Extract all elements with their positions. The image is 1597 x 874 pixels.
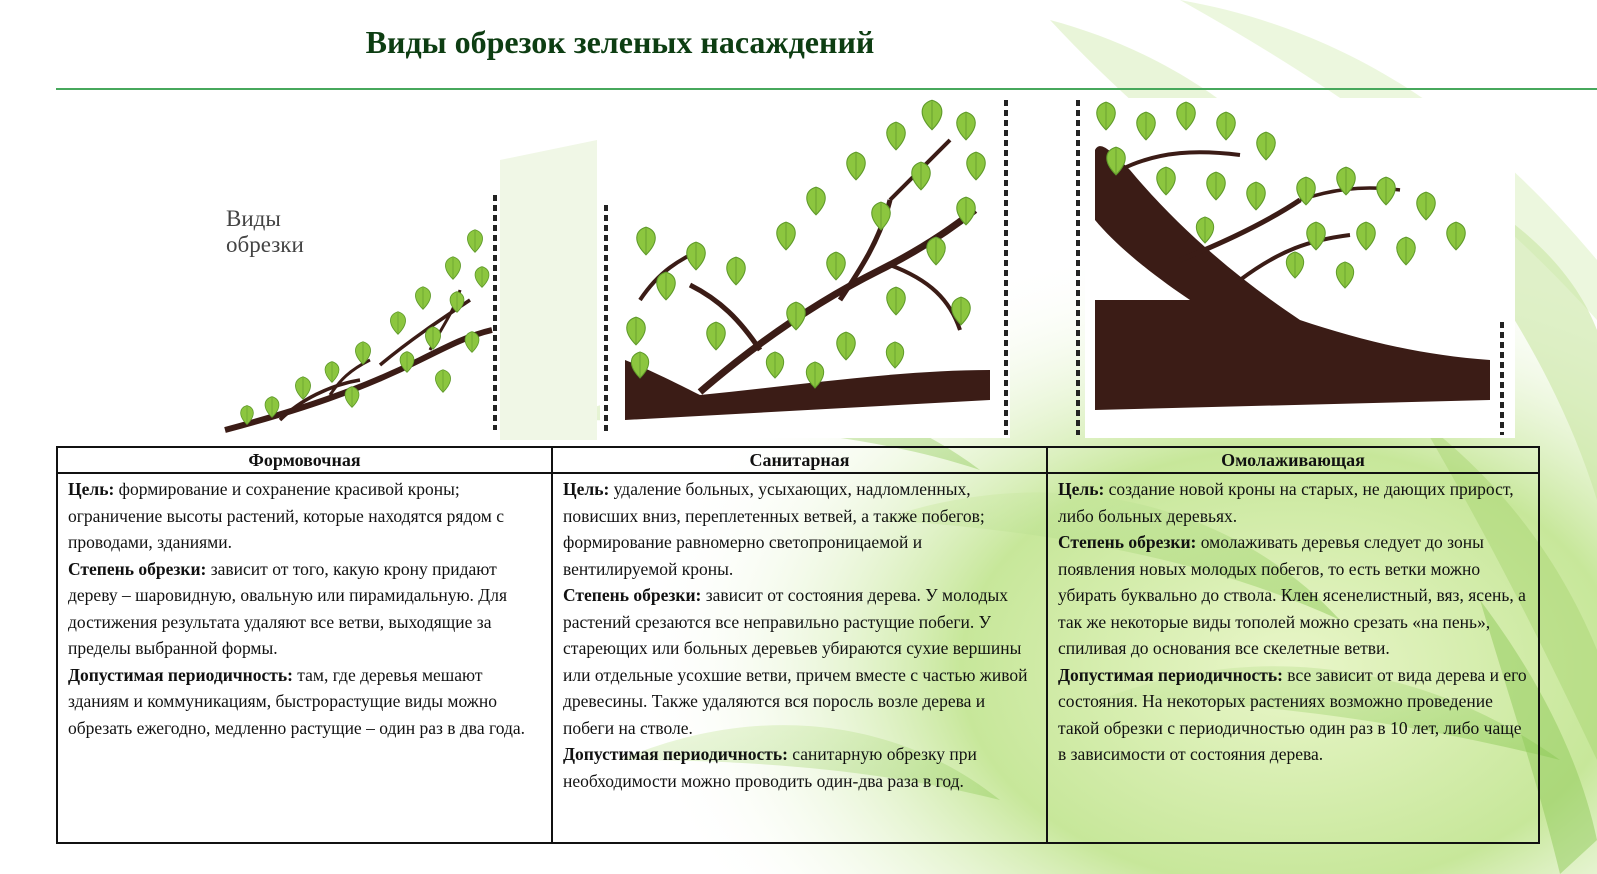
periodicity-label: Допустимая периодичность: (563, 744, 788, 764)
goal-text: формирование и сохранение красивой кроны; ограничение высоты растений, которые находятся рядом с проводами, зданиями. (68, 479, 505, 552)
formative-degree (68, 556, 543, 662)
cell-formative (57, 473, 552, 843)
degree-text: омолаживать деревья следует до зоны появления новых молодых побегов, то есть ветки можно убирать буквально до ствола. Клен ясенелистный, вяз, ясень, а так же некоторые виды тополей можно срезать «на пень», спиливая до основания все скелетные ветви. (1058, 532, 1526, 658)
periodicity-label: Допустимая периодичность: (1058, 664, 1283, 685)
periodicity-text: все зависит от вида дерева и его состояния. На некоторых растениях возможно проведение такой обрезки с периодичностью один раз в 10 лет, либо чаще в зависимости от состояния дерева. (1058, 664, 1527, 764)
rejuvenating-periodicity (1058, 662, 1530, 768)
rejuvenating-pruning-tree-image (1078, 98, 1515, 438)
periodicity-text: там, где деревья мешают зданиям и коммуникациям, быстрорастущие виды можно обрезать ежегодно, медленно растущие – один раз в два года. (68, 664, 526, 738)
table-body-row (57, 473, 1539, 843)
goal-text: создание новой кроны на старых, не дающих прирост, либо больных деревьях. (1058, 479, 1514, 526)
formative-periodicity (68, 662, 543, 742)
formative-pruning-tree-image (225, 140, 597, 440)
degree-text: зависит от того, какую крону придают дереву – шаровидную, овальную или пирамидальную. Для достижения результата удаляют все ветви, выходящие за пределы выбранной формы. (68, 558, 508, 658)
header-sanitary: Санитарная (552, 447, 1047, 473)
degree-label: Степень обрезки: (563, 585, 702, 605)
degree-label: Степень обрезки: (68, 558, 207, 579)
header-formative: Формовочная (57, 447, 552, 473)
rejuvenating-goal (1058, 476, 1530, 529)
header-rejuvenating: Омолаживающая (1047, 447, 1539, 473)
goal-label: Цель: (1058, 479, 1105, 499)
cell-sanitary (552, 473, 1047, 843)
periodicity-text: санитарную обрезку при необходимости можно проводить один-два раза в год. (563, 744, 977, 791)
goal-label: Цель: (68, 479, 115, 499)
pruning-types-table (56, 446, 1540, 844)
sanitary-periodicity (563, 741, 1038, 794)
table-header-row (57, 447, 1539, 473)
sanitary-goal (563, 476, 1038, 582)
page-title: Виды обрезок зеленых насаждений (365, 24, 875, 60)
goal-label: Цель: (563, 479, 610, 499)
sanitary-degree (563, 582, 1038, 741)
cell-rejuvenating (1047, 473, 1539, 843)
periodicity-label: Допустимая периодичность: (68, 664, 293, 685)
formative-goal (68, 476, 543, 556)
goal-text: удаление больных, усыхающих, надломленных, повисших вниз, переплетенных ветвей, а также побегов; формирование равномерно светопроницаемой и вентилируемой кроны. (563, 479, 985, 579)
sanitary-pruning-tree-image (600, 100, 1010, 438)
tree-caption-line-2: обрезки (226, 232, 304, 257)
rejuvenating-degree (1058, 529, 1530, 662)
degree-label: Степень обрезки: (1058, 532, 1197, 552)
degree-text: зависит от состояния дерева. У молодых растений срезаются все неправильно растущие побеги. У стареющих или больных деревьев убираются сухие вершины или отдельные усохшие ветви, причем вместе с частью живой древесины. Также удаляются вся поросль возле дерева и побеги на стволе. (563, 585, 1028, 738)
tree-caption-line-1: Виды (226, 206, 281, 231)
tree-image-caption (226, 206, 304, 258)
